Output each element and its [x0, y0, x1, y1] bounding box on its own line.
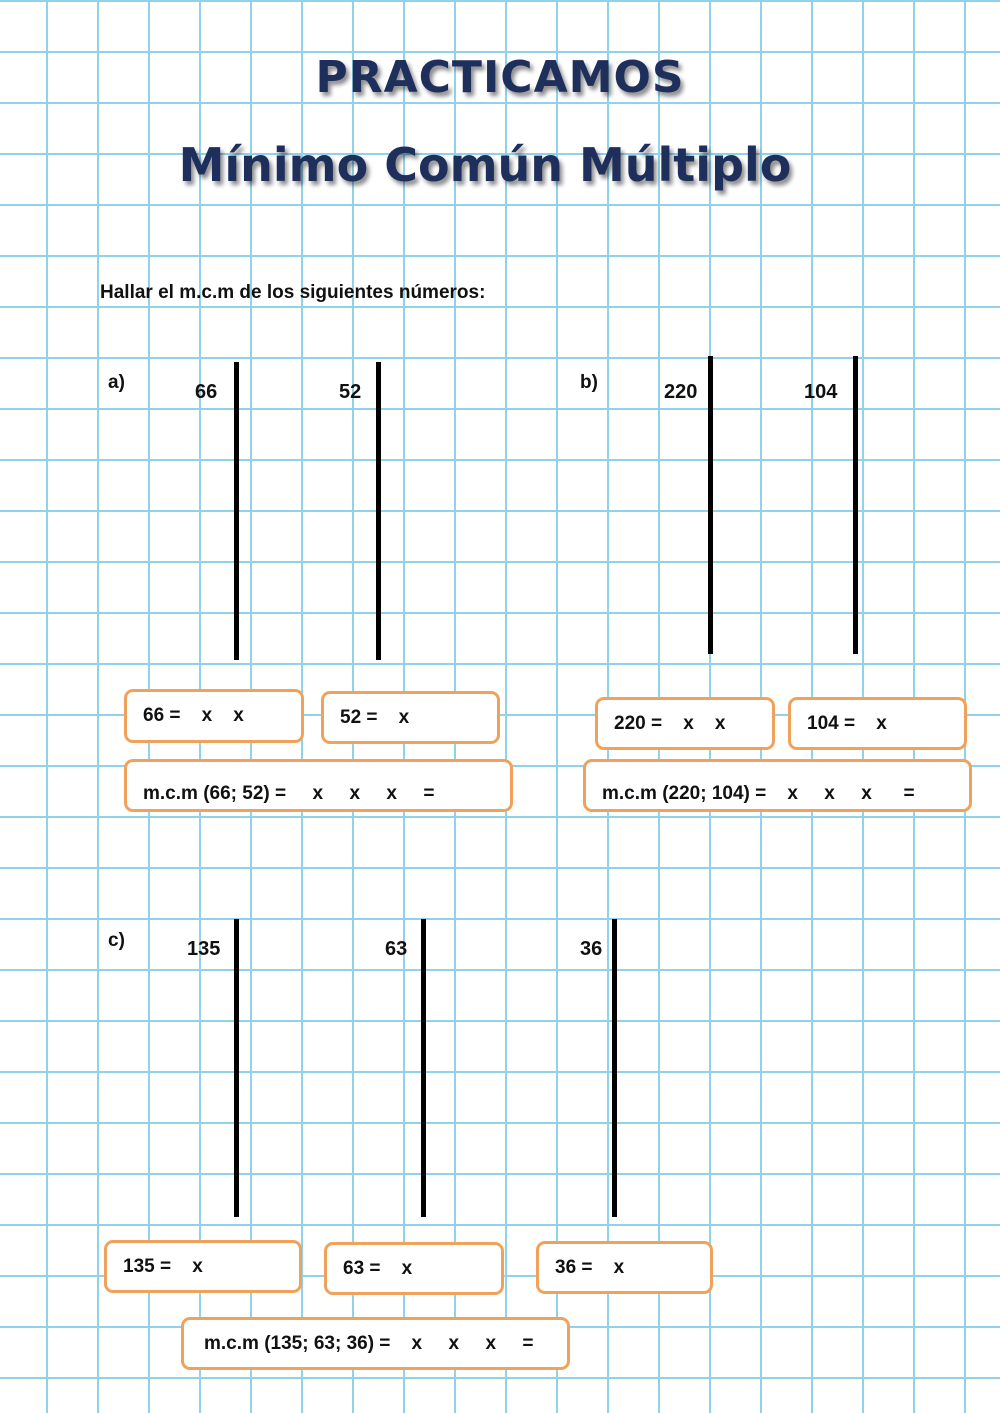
exercise-a-division-line-2: [376, 362, 381, 660]
exercise-a-factor-box-2[interactable]: 52 = x: [321, 691, 500, 744]
exercise-c-number-3: 36: [580, 938, 603, 960]
exercise-c-factor-box-3[interactable]: 36 = x: [536, 1241, 713, 1294]
exercise-b-division-line-1: [708, 356, 713, 654]
exercise-b-factor-box-1[interactable]: 220 = x x: [595, 697, 775, 750]
exercise-b-number-1: 220: [664, 381, 698, 403]
instruction-text: Hallar el m.c.m de los siguientes números:: [100, 282, 486, 303]
exercise-c-label: c): [108, 930, 125, 951]
exercise-c-number-2: 63: [385, 938, 408, 960]
exercise-b-label: b): [580, 372, 598, 393]
exercise-b-number-2: 104: [804, 381, 838, 403]
exercise-b-division-line-2: [853, 356, 858, 654]
exercise-c-division-line-1: [234, 919, 239, 1217]
page-title: PRACTICAMOS: [315, 52, 685, 103]
exercise-a-number-1: 66: [195, 381, 218, 403]
exercise-a-factor-box-1[interactable]: 66 = x x: [124, 689, 304, 743]
exercise-a-number-2: 52: [339, 381, 362, 403]
exercise-a-mcm-box[interactable]: m.c.m (66; 52) = x x x =: [124, 759, 513, 812]
exercise-c-factor-box-2[interactable]: 63 = x: [324, 1242, 504, 1295]
exercise-b-mcm-box[interactable]: m.c.m (220; 104) = x x x =: [583, 759, 972, 812]
exercise-a-label: a): [108, 372, 125, 393]
exercise-c-number-1: 135: [187, 938, 221, 960]
exercise-c-division-line-3: [612, 919, 617, 1217]
exercise-c-factor-box-1[interactable]: 135 = x: [104, 1240, 302, 1293]
exercise-a-division-line-1: [234, 362, 239, 660]
exercise-c-division-line-2: [421, 919, 426, 1217]
page-subtitle: Mínimo Común Múltiplo: [178, 138, 792, 192]
exercise-b-factor-box-2[interactable]: 104 = x: [788, 697, 967, 750]
exercise-c-mcm-box[interactable]: m.c.m (135; 63; 36) = x x x =: [181, 1317, 570, 1370]
